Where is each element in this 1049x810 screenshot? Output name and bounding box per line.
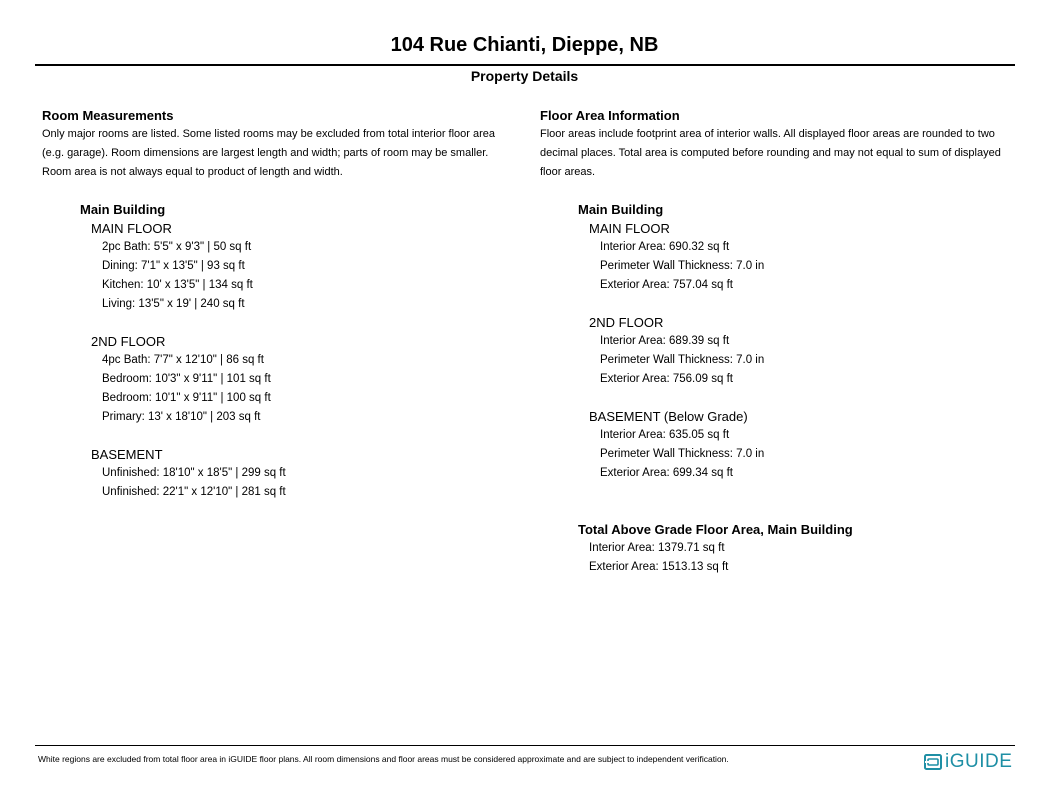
room-line: Primary: 13' x 18'10" | 203 sq ft: [102, 411, 261, 423]
area-line: Interior Area: 689.39 sq ft: [600, 335, 730, 347]
room-floor-basement: [91, 445, 520, 502]
area-line: Perimeter Wall Thickness: 7.0 in: [600, 354, 765, 366]
footer-disclaimer: White regions are excluded from total floor area in iGUIDE floor plans. All room dimensions and floor areas must be considered approximate and are subject to independent verification.: [38, 754, 729, 764]
area-line: Interior Area: 690.32 sq ft: [600, 241, 730, 253]
room-floor-main: [91, 219, 520, 314]
area-line: Perimeter Wall Thickness: 7.0 in: [600, 260, 765, 272]
room-measurements-title: Room Measurements: [42, 108, 174, 123]
area-line: Exterior Area: 757.04 sq ft: [600, 279, 733, 291]
total-area-title: Total Above Grade Floor Area, Main Building: [578, 522, 853, 537]
area-line: Exterior Area: 699.34 sq ft: [600, 467, 733, 479]
floor-title: 2ND FLOOR: [589, 315, 664, 330]
floor-area-title: Floor Area Information: [540, 108, 680, 123]
floor-area-section: [540, 106, 1018, 577]
area-floor-main: [589, 219, 1018, 295]
area-line: Perimeter Wall Thickness: 7.0 in: [600, 448, 765, 460]
room-measurements-section: [42, 106, 520, 502]
area-line: Exterior Area: 756.09 sq ft: [600, 373, 733, 385]
room-line: 4pc Bath: 7'7" x 12'10" | 86 sq ft: [102, 354, 264, 366]
area-floor-basement: [589, 407, 1018, 483]
room-line: Unfinished: 18'10" x 18'5" | 299 sq ft: [102, 467, 286, 479]
room-line: Bedroom: 10'1" x 9'11" | 100 sq ft: [102, 392, 271, 404]
iguide-logo: [923, 750, 1012, 774]
floor-title: BASEMENT (Below Grade): [589, 409, 748, 424]
title-divider: [35, 64, 1015, 66]
room-line: 2pc Bath: 5'5" x 9'3" | 50 sq ft: [102, 241, 252, 253]
room-building-title: Main Building: [80, 202, 166, 217]
area-building-block: [578, 200, 1018, 483]
floor-title: MAIN FLOOR: [589, 221, 670, 236]
room-line: Bedroom: 10'3" x 9'11" | 101 sq ft: [102, 373, 271, 385]
floor-title: BASEMENT: [91, 447, 163, 462]
total-line: Exterior Area: 1513.13 sq ft: [589, 561, 729, 573]
room-building-block: [80, 200, 520, 502]
total-area-block: [578, 520, 1018, 577]
room-line: Living: 13'5" x 19' | 240 sq ft: [102, 298, 245, 310]
floor-title: 2ND FLOOR: [91, 334, 166, 349]
iguide-logo-icon: [923, 752, 943, 772]
floor-area-description: Floor areas include footprint area of interior walls. All displayed floor areas are rounded to two decimal places. Total area is computed before rounding and may not equal to sum of displayed floor areas.: [540, 128, 1001, 178]
room-line: Unfinished: 22'1" x 12'10" | 281 sq ft: [102, 486, 286, 498]
room-floor-2nd: [91, 332, 520, 427]
footer-divider: [35, 745, 1015, 746]
page-subtitle: Property Details: [470, 68, 579, 84]
area-floor-2nd: [589, 313, 1018, 389]
floor-title: MAIN FLOOR: [91, 221, 172, 236]
room-line: Dining: 7'1" x 13'5" | 93 sq ft: [102, 260, 245, 272]
room-line: Kitchen: 10' x 13'5" | 134 sq ft: [102, 279, 253, 291]
page-title: 104 Rue Chianti, Dieppe, NB: [390, 34, 659, 56]
room-measurements-description: Only major rooms are listed. Some listed rooms may be excluded from total interior floor area (e.g. garage). Room dimensions are largest length and width; parts of room may be smaller. Room area is not always equal to product of length and width.: [42, 128, 496, 178]
iguide-logo-text: iGUIDE: [945, 751, 1013, 772]
area-building-title: Main Building: [578, 202, 664, 217]
area-line: Interior Area: 635.05 sq ft: [600, 429, 730, 441]
total-line: Interior Area: 1379.71 sq ft: [589, 542, 725, 554]
